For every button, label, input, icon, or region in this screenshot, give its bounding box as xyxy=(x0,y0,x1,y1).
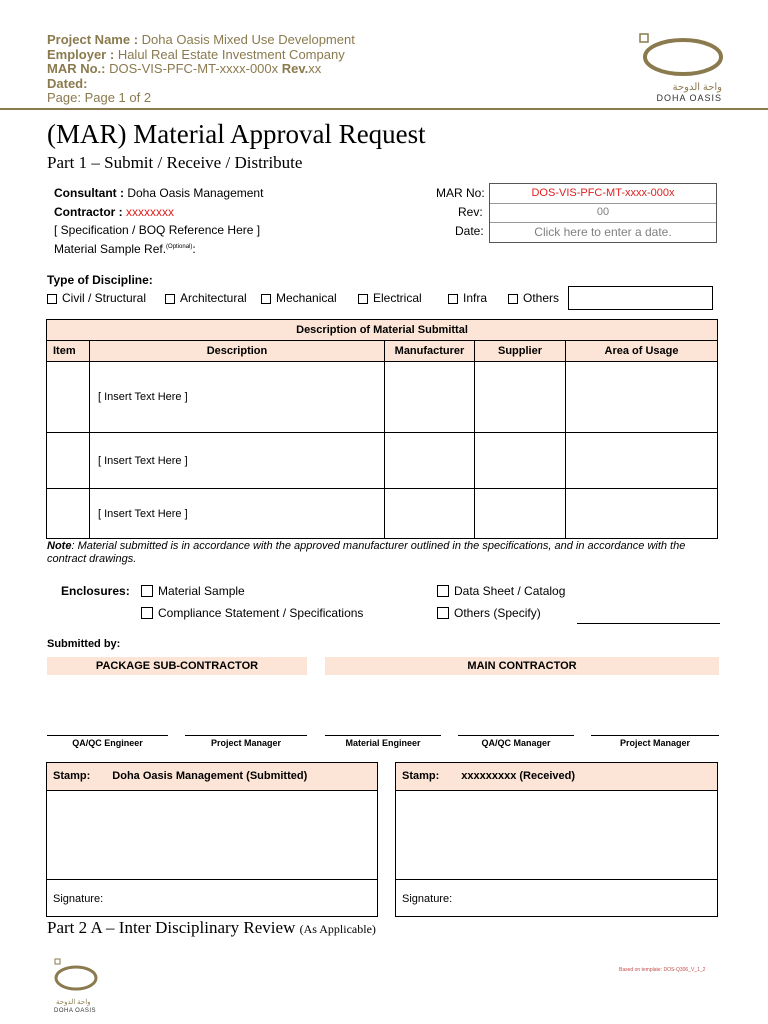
part1-title: Part 1 – Submit / Receive / Distribute xyxy=(47,153,303,172)
checkbox-icon[interactable] xyxy=(141,607,153,619)
signature-line[interactable] xyxy=(47,735,168,736)
signatory-qaqc-manager: QA/QC Manager xyxy=(481,738,551,748)
checkbox-icon[interactable] xyxy=(47,294,57,304)
signatory-material-engineer: Material Engineer xyxy=(345,738,421,748)
logo-ring-icon xyxy=(630,32,730,80)
discipline-civil[interactable]: Civil / Structural xyxy=(47,291,146,305)
footer-logo-text: DOHA OASIS xyxy=(54,1008,97,1014)
others-specify-field[interactable] xyxy=(568,286,713,310)
footer-logo-arabic: واحة الدوحة xyxy=(56,999,91,1006)
signatory-project-manager-main: Project Manager xyxy=(619,738,691,748)
part2-title: Part 2 A – Inter Disciplinary Review (As Applicable) xyxy=(47,918,376,937)
project-line: Project Name : Doha Oasis Mixed Use Development xyxy=(47,32,355,47)
rev-field[interactable]: 00 xyxy=(490,203,716,223)
stamp-box-submitted xyxy=(46,762,378,917)
signature-line[interactable] xyxy=(325,735,441,736)
consultant-line: Consultant : Doha Oasis Management xyxy=(54,186,264,200)
header-rule xyxy=(0,108,768,110)
checkbox-icon[interactable] xyxy=(165,294,175,304)
signature-row: Signature: xyxy=(402,893,453,905)
enclosure-others[interactable]: Others (Specify) xyxy=(437,606,541,620)
checkbox-icon[interactable] xyxy=(437,607,449,619)
mar-line: MAR No.: DOS-VIS-PFC-MT-xxxx-000x Rev.xx xyxy=(47,61,322,76)
dated-line: Dated: xyxy=(47,75,88,91)
table-row: [ Insert Text Here ] xyxy=(47,489,718,539)
submittal-table xyxy=(46,319,718,539)
date-label: Date: xyxy=(455,224,484,238)
enclosure-material-sample[interactable]: Material Sample xyxy=(141,584,245,598)
others-specify-line[interactable] xyxy=(577,623,720,624)
checkbox-icon[interactable] xyxy=(437,585,449,597)
checkbox-icon[interactable] xyxy=(358,294,368,304)
signatory-project-manager: Project Manager xyxy=(210,738,282,748)
signature-line[interactable] xyxy=(591,735,719,736)
signatory-qaqc-engineer: QA/QC Engineer xyxy=(72,738,143,748)
table-row: [ Insert Text Here ] xyxy=(47,433,718,489)
checkbox-icon[interactable] xyxy=(141,585,153,597)
checkbox-icon[interactable] xyxy=(261,294,271,304)
logo-text: DOHA OASIS xyxy=(656,93,722,103)
discipline-infra[interactable]: Infra xyxy=(448,291,487,305)
employer-line: Employer : Halul Real Estate Investment Company xyxy=(47,46,345,62)
header-item: Item xyxy=(47,341,90,362)
rev-label: Rev: xyxy=(458,205,483,219)
date-field[interactable]: Click here to enter a date. xyxy=(534,225,672,239)
logo-ring-icon xyxy=(50,958,100,994)
header-supplier: Supplier xyxy=(475,341,566,362)
enclosure-compliance[interactable]: Compliance Statement / Specifications xyxy=(141,606,363,620)
doha-oasis-logo xyxy=(630,32,730,103)
table-title: Description of Material Submittal xyxy=(47,320,718,341)
header-block xyxy=(47,33,355,106)
stamp-area[interactable] xyxy=(396,791,717,880)
template-reference: Based on template: DOS-Q306_V_1_2 xyxy=(619,967,706,973)
signature-row: Signature: xyxy=(53,893,104,905)
mar-info-box xyxy=(489,183,717,243)
package-subcontractor-heading: PACKAGE SUB-CONTRACTOR xyxy=(47,657,307,675)
signature-line[interactable] xyxy=(458,735,574,736)
enclosures-label: Enclosures: xyxy=(61,584,130,598)
checkbox-icon[interactable] xyxy=(508,294,518,304)
checkbox-icon[interactable] xyxy=(448,294,458,304)
stamp-box-received xyxy=(395,762,718,917)
mar-no-label: MAR No: xyxy=(436,186,485,200)
header-manufacturer: Manufacturer xyxy=(385,341,475,362)
sample-ref-line: Material Sample Ref.$^{(Optional)}$: xyxy=(54,242,196,256)
stamp-header: Stamp: xxxxxxxxx (Received) xyxy=(396,763,717,791)
signature-line[interactable] xyxy=(185,735,307,736)
mar-no-field[interactable]: DOS-VIS-PFC-MT-xxxx-000x xyxy=(490,184,716,204)
header-description: Description xyxy=(90,341,385,362)
stamp-header: Stamp: Doha Oasis Management (Submitted) xyxy=(47,763,377,791)
footer-logo xyxy=(50,958,110,1014)
stamp-area[interactable] xyxy=(47,791,377,880)
page-title: (MAR) Material Approval Request xyxy=(47,119,426,149)
discipline-label: Type of Discipline: xyxy=(47,273,153,287)
spec-reference[interactable]: [ Specification / BOQ Reference Here ] xyxy=(54,223,261,237)
discipline-others[interactable]: Others xyxy=(508,291,559,305)
submitted-by-label: Submitted by: xyxy=(47,638,121,650)
logo-arabic: واحة الدوحة xyxy=(672,82,722,93)
discipline-electrical[interactable]: Electrical xyxy=(358,291,422,305)
page-line: Page: Page 1 of 2 xyxy=(47,90,152,105)
discipline-mechanical[interactable]: Mechanical xyxy=(261,291,337,305)
table-row: [ Insert Text Here ] xyxy=(47,362,718,433)
discipline-architectural[interactable]: Architectural xyxy=(165,291,247,305)
enclosure-datasheet[interactable]: Data Sheet / Catalog xyxy=(437,584,565,598)
main-contractor-heading: MAIN CONTRACTOR xyxy=(325,657,719,675)
note-text: Note: Material submitted is in accordance with the approved manufacturer outlined in the specifications, and in accordance with the contract drawings. xyxy=(47,540,686,565)
contractor-line: Contractor : xxxxxxxx xyxy=(54,205,175,219)
header-area: Area of Usage xyxy=(566,341,718,362)
